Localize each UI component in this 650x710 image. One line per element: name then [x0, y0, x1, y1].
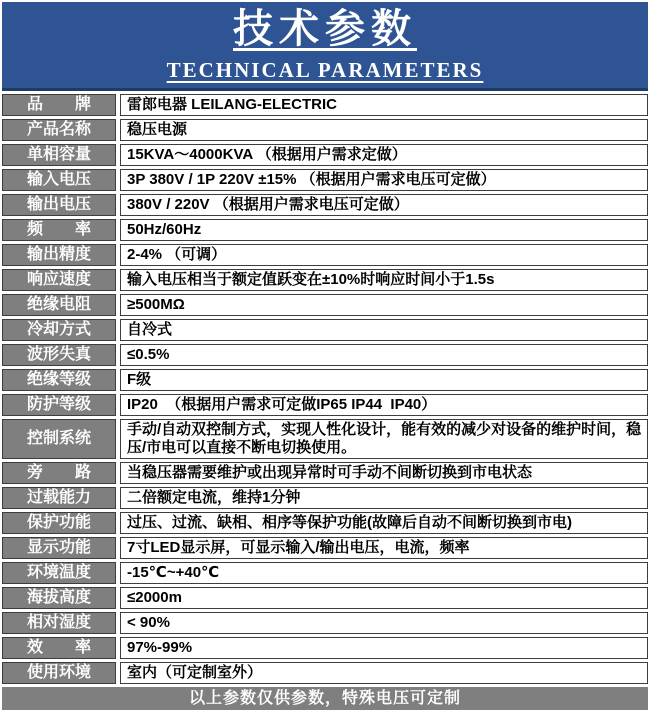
- param-label: 相对湿度: [2, 612, 116, 634]
- param-label: 控制系统: [2, 419, 116, 459]
- param-value: 50Hz/60Hz: [120, 219, 648, 241]
- param-label: 环境温度: [2, 562, 116, 584]
- param-value: 手动/自动双控制方式，实现人性化设计，能有效的减少对设备的维护时间，稳压/市电可以直接不断电切换使用。: [120, 419, 648, 459]
- param-value: 15KVA～4000KVA （根据用户需求定做）: [120, 144, 648, 166]
- param-value: 3P 380V / 1P 220V ±15% （根据用户需求电压可定做）: [120, 169, 648, 191]
- table-row: [2, 462, 648, 484]
- param-value: IP20 （根据用户需求可定做IP65 IP44 IP40）: [120, 394, 648, 416]
- param-label: 响应速度: [2, 269, 116, 291]
- table-row: [2, 512, 648, 534]
- spec-table: [2, 94, 648, 684]
- param-value: 二倍额定电流，维持1分钟: [120, 487, 648, 509]
- table-row: [2, 269, 648, 291]
- table-row: [2, 662, 648, 684]
- param-label: 输出电压: [2, 194, 116, 216]
- footer-note: 以上参数仅供参数，特殊电压可定制: [2, 687, 648, 710]
- table-row: [2, 419, 648, 459]
- param-value: < 90%: [120, 612, 648, 634]
- param-label: 输出精度: [2, 244, 116, 266]
- param-label: 显示功能: [2, 537, 116, 559]
- table-row: [2, 587, 648, 609]
- param-label: 过载能力: [2, 487, 116, 509]
- header: [2, 2, 648, 91]
- param-label: 产品名称: [2, 119, 116, 141]
- param-value: 2-4% （可调）: [120, 244, 648, 266]
- param-label: 使用环境: [2, 662, 116, 684]
- param-label: 品 牌: [2, 94, 116, 116]
- param-label: 波形失真: [2, 344, 116, 366]
- param-value: 380V / 220V （根据用户需求电压可定做）: [120, 194, 648, 216]
- param-value: F级: [120, 369, 648, 391]
- param-value: 自冷式: [120, 319, 648, 341]
- table-row: [2, 119, 648, 141]
- param-label: 绝缘电阻: [2, 294, 116, 316]
- param-label: 效 率: [2, 637, 116, 659]
- page-subtitle: TECHNICAL PARAMETERS: [166, 58, 484, 82]
- param-label: 冷却方式: [2, 319, 116, 341]
- table-row: [2, 94, 648, 116]
- param-value: 雷郎电器 LEILANG-ELECTRIC: [120, 94, 648, 116]
- param-value: 当稳压器需要维护或出现异常时可手动不间断切换到市电状态: [120, 462, 648, 484]
- table-row: [2, 294, 648, 316]
- param-label: 海拔高度: [2, 587, 116, 609]
- table-row: [2, 219, 648, 241]
- table-row: [2, 487, 648, 509]
- page-title: 技术参数: [233, 7, 417, 51]
- table-row: [2, 537, 648, 559]
- param-label: 单相容量: [2, 144, 116, 166]
- table-row: [2, 369, 648, 391]
- param-label: 绝缘等级: [2, 369, 116, 391]
- param-value: ≤0.5%: [120, 344, 648, 366]
- param-value: ≥500MΩ: [120, 294, 648, 316]
- param-label: 防护等级: [2, 394, 116, 416]
- table-row: [2, 244, 648, 266]
- param-label: 保护功能: [2, 512, 116, 534]
- param-value: 输入电压相当于额定值跃变在±10%时响应时间小于1.5s: [120, 269, 648, 291]
- table-row: [2, 562, 648, 584]
- param-value: ≤2000m: [120, 587, 648, 609]
- param-label: 频 率: [2, 219, 116, 241]
- table-row: [2, 319, 648, 341]
- table-row: [2, 144, 648, 166]
- param-value: 7寸LED显示屏，可显示输入/输出电压，电流，频率: [120, 537, 648, 559]
- table-row: [2, 169, 648, 191]
- param-value: 稳压电源: [120, 119, 648, 141]
- table-row: [2, 637, 648, 659]
- param-value: 室内（可定制室外）: [120, 662, 648, 684]
- param-label: 旁 路: [2, 462, 116, 484]
- table-row: [2, 394, 648, 416]
- table-row: [2, 194, 648, 216]
- table-row: [2, 612, 648, 634]
- param-value: -15℃~+40℃: [120, 562, 648, 584]
- param-label: 输入电压: [2, 169, 116, 191]
- table-row: [2, 344, 648, 366]
- param-value: 过压、过流、缺相、相序等保护功能(故障后自动不间断切换到市电): [120, 512, 648, 534]
- param-value: 97%-99%: [120, 637, 648, 659]
